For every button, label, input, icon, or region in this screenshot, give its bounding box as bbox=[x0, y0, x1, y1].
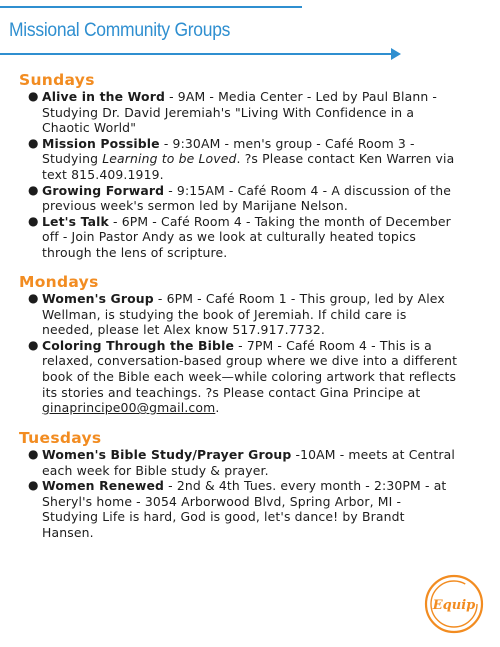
detail-text: - 9:30AM - men's group - Café Room 3 - Studying bbox=[42, 135, 415, 167]
group-list bbox=[0, 291, 500, 416]
top-rule bbox=[0, 6, 302, 8]
bullet-icon: ● bbox=[28, 135, 39, 150]
group-list bbox=[0, 89, 500, 261]
detail-text: - 7PM - Café Room 4 - This is a relaxed, conversation-based group where we dive into a different book of the Bible each week—while coloring artwork that reflects its stories and teachings. ?s Please contact Gina Principe at bbox=[42, 337, 458, 400]
list-item bbox=[0, 447, 500, 478]
list-item bbox=[0, 478, 500, 540]
list-item bbox=[0, 291, 500, 338]
title-arrow-line bbox=[0, 53, 392, 55]
bullet-icon: ● bbox=[28, 478, 39, 493]
book-title: Learning to be Loved bbox=[102, 151, 237, 167]
bullet-icon: ● bbox=[28, 213, 39, 228]
group-detail: - 2nd & 4th Tues. every month - 2:30PM - at Sheryl's home - 3054 Arborwood Blvd, Spring Arbor, MI - Studying Life is hard, God is good, let's dance! by Brandt Hansen. bbox=[42, 478, 447, 540]
arrow-right-icon bbox=[391, 48, 401, 60]
section-heading: Sundays bbox=[19, 71, 95, 89]
group-name: Women's Group bbox=[42, 291, 154, 306]
list-item bbox=[0, 89, 500, 136]
group-detail: - 6PM - Café Room 4 - Taking the month of December off - Join Pastor Andy as we look at culturally heated topics through the lens of scripture. bbox=[42, 213, 451, 260]
group-detail: - 6PM - Café Room 1 - This group, led by Alex Wellman, is studying the book of Jeremiah. If child care is needed, please let Alex know 517.917.7732. bbox=[42, 291, 445, 338]
logo-text: Equip bbox=[432, 598, 476, 613]
group-name: Mission Possible bbox=[42, 135, 160, 151]
section-sundays bbox=[0, 71, 500, 261]
section-tuesdays bbox=[0, 429, 500, 541]
section-mondays bbox=[0, 273, 500, 416]
group-detail: - 9AM - Media Center - Led by Paul Blann - Studying Dr. David Jeremiah's "Living With Confidence in a Chaotic World" bbox=[42, 89, 438, 136]
group-name: Alive in the Word bbox=[42, 89, 165, 104]
group-name: Let's Talk bbox=[42, 213, 109, 229]
group-name: Coloring Through the Bible bbox=[42, 337, 235, 353]
group-detail: -10AM - meets at Central each week for Bible study & prayer. bbox=[42, 447, 455, 478]
group-name: Growing Forward bbox=[42, 182, 165, 198]
detail-text: . bbox=[215, 400, 220, 416]
list-item bbox=[0, 136, 500, 183]
list-item bbox=[0, 338, 500, 416]
bullet-icon: ● bbox=[28, 337, 39, 352]
group-name: Women Renewed bbox=[42, 478, 165, 494]
group-list bbox=[0, 447, 500, 541]
detail-text: . ?s Please contact Ken Warren via text 815.409.1919. bbox=[42, 151, 455, 182]
bullet-icon: ● bbox=[28, 291, 39, 305]
bullet-icon: ● bbox=[28, 447, 39, 461]
page-title: Missional Community Groups bbox=[9, 20, 231, 41]
bullet-icon: ● bbox=[28, 182, 39, 197]
group-detail: - 9:15AM - Café Room 4 - A discussion of the previous week's sermon led by Marijane Nelson. bbox=[42, 182, 451, 214]
list-item bbox=[0, 214, 500, 261]
section-heading: Mondays bbox=[19, 273, 99, 291]
section-heading: Tuesdays bbox=[19, 429, 102, 447]
bullet-icon: ● bbox=[28, 89, 39, 103]
email-link[interactable]: ginaprincipe00@gmail.com bbox=[42, 400, 216, 416]
list-item bbox=[0, 183, 500, 214]
group-name: Women's Bible Study/Prayer Group bbox=[42, 447, 292, 462]
equip-logo bbox=[423, 573, 485, 635]
